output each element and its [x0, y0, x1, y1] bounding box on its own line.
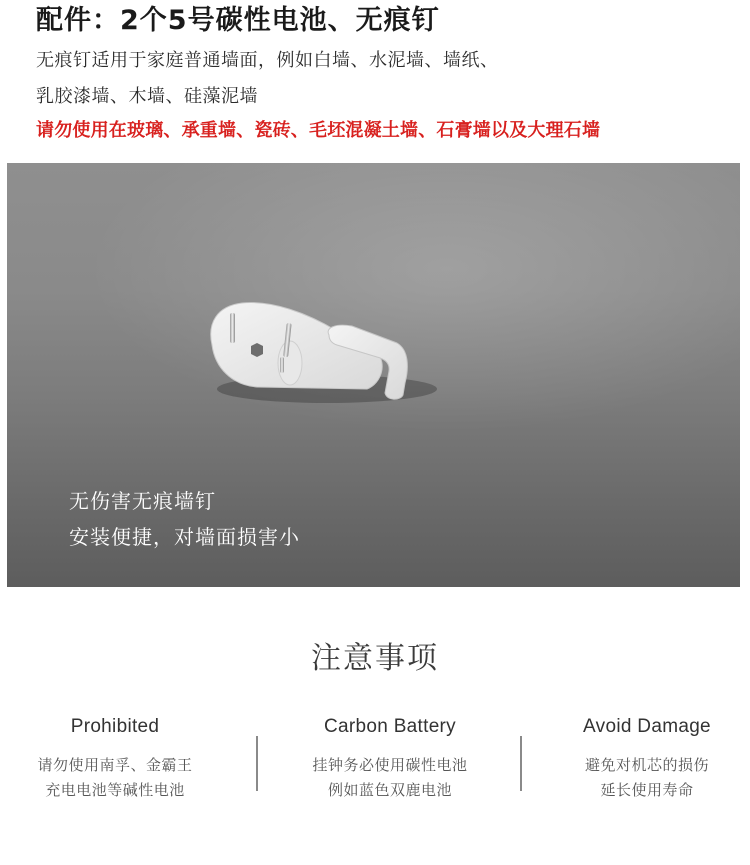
notice-column-title: Carbon Battery [324, 716, 456, 737]
wall-warning: 请勿使用在玻璃、承重墙、瓷砖、毛坯混凝土墙、石膏墙以及大理石墙 [36, 120, 601, 141]
hook-hex-hole [251, 343, 263, 357]
description-line: 无痕钉适用于家庭普通墙面，例如白墙、水泥墙、墙纸、 [36, 50, 499, 71]
photo-caption: 无伤害无痕墙钉 [69, 489, 216, 513]
description-line: 乳胶漆墙、木墙、硅藻泥墙 [36, 86, 258, 107]
notice-column-carbon-battery [275, 712, 505, 803]
notice-column-title: Avoid Damage [583, 716, 711, 737]
photo-caption: 安装便捷，对墙面损害小 [69, 525, 300, 549]
notice-column-text: 避免对机芯的损伤 [584, 756, 709, 774]
column-divider [520, 736, 522, 791]
notice-column-text: 例如蓝色双鹿电池 [327, 781, 452, 799]
notice-heading: 注意事项 [311, 641, 439, 676]
accessories-title: 配件：2个5号碳性电池、无痕钉 [36, 5, 440, 36]
notice-column-text: 请勿使用南孚、金霸王 [37, 756, 193, 774]
notice-column-text: 延长使用寿命 [600, 781, 694, 799]
product-photo [7, 163, 740, 587]
hook-pin [280, 357, 284, 373]
hook-pin [230, 313, 235, 343]
column-divider [256, 736, 258, 791]
notice-column-text: 充电电池等碱性电池 [45, 781, 185, 799]
notice-column-avoid-damage [532, 712, 750, 803]
notice-column-title: Prohibited [70, 716, 160, 737]
notice-column-text: 挂钟务必使用碳性电池 [312, 756, 468, 774]
notice-column-prohibited [0, 712, 230, 803]
